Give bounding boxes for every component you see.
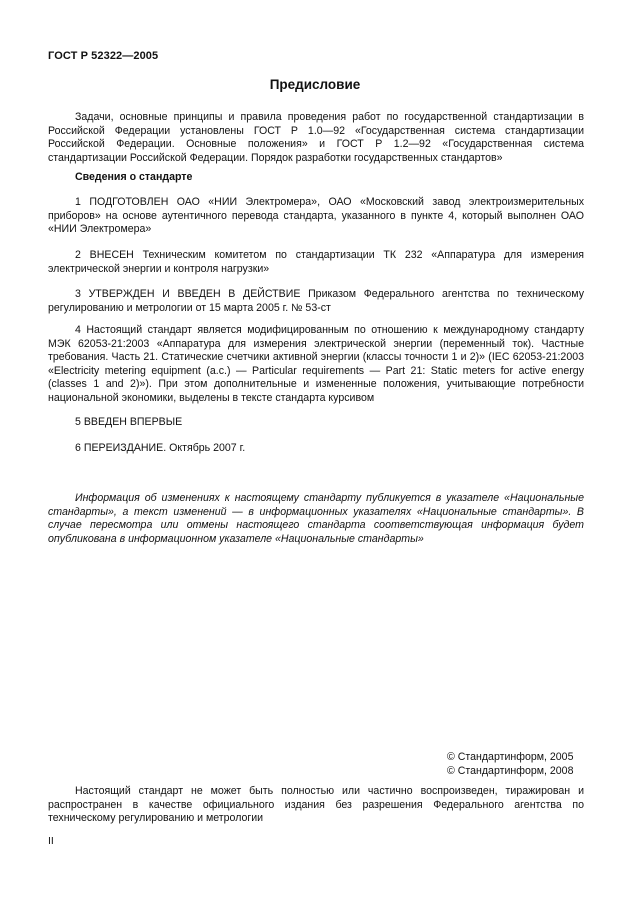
list-item — [48, 288, 584, 315]
list-item — [48, 196, 584, 237]
copyright-line-1: © Стандартинформ, 2005 — [447, 751, 574, 763]
list-item — [48, 442, 584, 456]
section-heading-block — [48, 171, 584, 185]
section-heading: Сведения о стандарте — [75, 171, 193, 183]
item-2: 2 ВНЕСЕН Техническим комитетом по стандартизации ТК 232 «Аппаратура для измерения электрической энергии и контроля нагрузки» — [48, 249, 584, 275]
rights-text: Настоящий стандарт не может быть полностью или частично воспроизведен, тиражирован и распространен в качестве официального издания без разрешения Федерального агентства по техническому регулированию и метрологии — [48, 785, 584, 825]
item-1: 1 ПОДГОТОВЛЕН ОАО «НИИ Электромера», ОАО «Московский завод электроизмерительных приборов» на основе аутентичного перевода стандарта, указанного в пункте 4, который выполнен ОАО «НИИ Электромера» — [48, 196, 584, 236]
rights-paragraph — [48, 785, 584, 826]
list-item — [48, 324, 584, 406]
intro-text: Задачи, основные принципы и правила проведения работ по государственной стандартизации в Российской Федерации установлены ГОСТ Р 1.0—92 «Государственная система стандартизации Российской Федерации. Основные положения» и ГОСТ Р 1.2—92 «Государственная система стандартизации Российской Федерации. Порядок разработки государственных стандартов» — [48, 111, 584, 164]
notice-text: Информация об изменениях к настоящему стандарту публикуется в указателе «Национальные стандарты», а текст изменений — в информационных указателях «Национальные стандарты». В случае пересмотра или отмены настоящего стандарта соответствующая информация будет опубликована в информационном указателе «Национальные стандарты» — [48, 492, 584, 545]
copyright-line-2: © Стандартинформ, 2008 — [447, 764, 574, 777]
notice-paragraph — [48, 492, 584, 546]
item-3: 3 УТВЕРЖДЕН И ВВЕДЕН В ДЕЙСТВИЕ Приказом Федерального агентства по техническому регулированию и метрологии от 15 марта 2005 г. № 53-ст — [48, 288, 584, 314]
standard-code: ГОСТ Р 52322—2005 — [48, 50, 159, 62]
list-item — [48, 249, 584, 276]
list-item — [48, 416, 584, 430]
item-6: 6 ПЕРЕИЗДАНИЕ. Октябрь 2007 г. — [75, 442, 246, 454]
page-title: Предисловие — [269, 77, 361, 92]
page-number: II — [48, 835, 54, 847]
copyright-block — [447, 751, 597, 778]
item-4: 4 Настоящий стандарт является модифицированным по отношению к международному стандарту МЭК 62053-21:2003 «Аппаратура для измерения электрической энергии (переменный ток). Частные требования. Часть 21. Статические счетчики активной энергии (классы точности 1 и 2)» (IEC 62053-21:2003 «Electricity metering equipment (a.c.) — Particular requirements — Part 21: Static meters for active energy (classes 1 and 2)»). При этом дополнительные и измененные положения, учитывающие потребности национальной экономики, выделены в тексте стандарта курсивом — [48, 324, 584, 404]
item-5: 5 ВВЕДЕН ВПЕРВЫЕ — [75, 416, 183, 428]
intro-paragraph — [48, 111, 584, 165]
